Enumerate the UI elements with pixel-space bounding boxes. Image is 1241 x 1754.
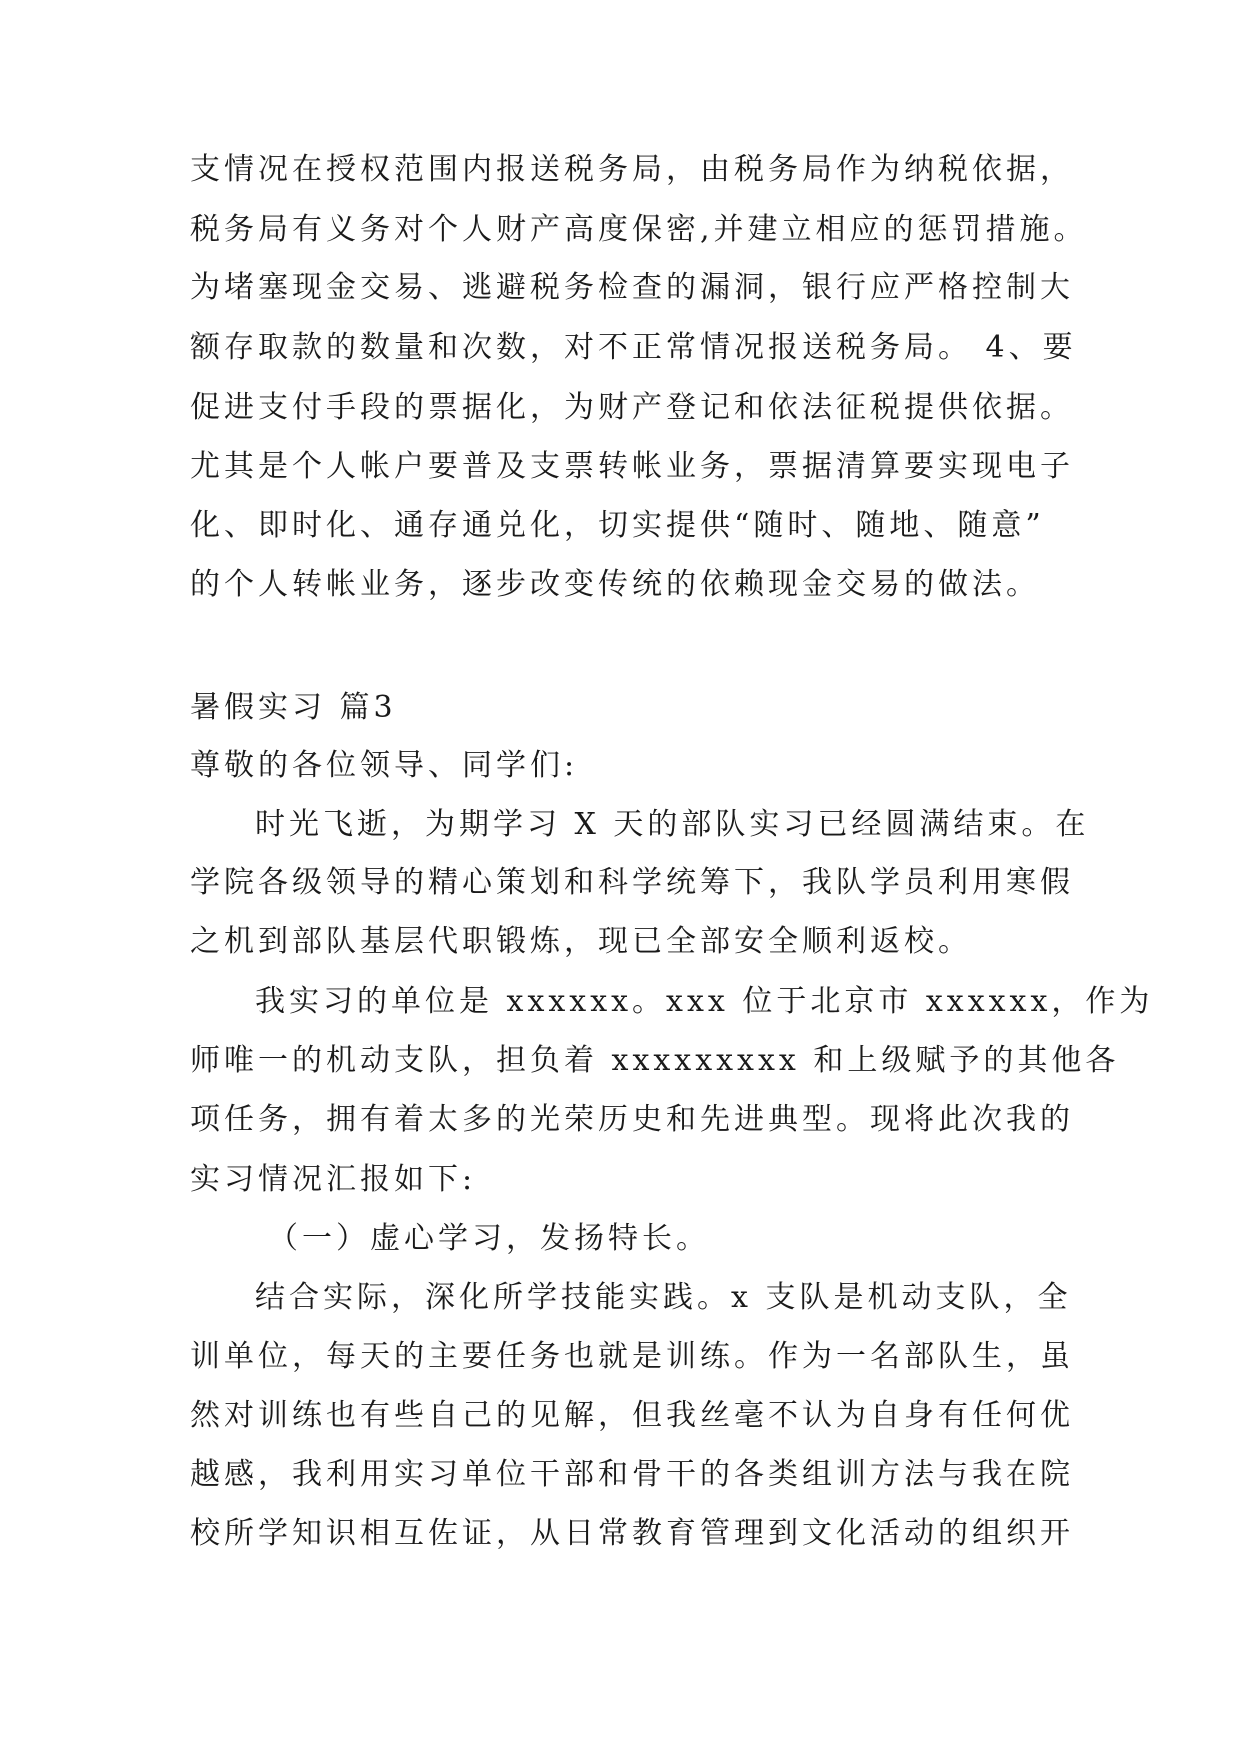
text-line: 额存取款的数量和次数，对不正常情况报送税务局。 4、要 (190, 330, 1077, 365)
section-heading: 暑假实习 篇3 (190, 690, 397, 725)
paragraph-start: 我实习的单位是 xxxxxx。xxx 位于北京市 xxxxxx，作为 (255, 984, 1154, 1019)
subsection-heading: （一）虚心学习，发扬特长。 (268, 1221, 710, 1256)
salutation: 尊敬的各位领导、同学们: (190, 748, 579, 783)
text-line: 师唯一的机动支队，担负着 xxxxxxxxx 和上级赋予的其他各 (190, 1043, 1120, 1078)
text-line: 然对训练也有些自己的见解，但我丝毫不认为自身有任何优 (190, 1398, 1074, 1433)
text-line: 学院各级领导的精心策划和科学统筹下，我队学员利用寒假 (190, 865, 1074, 900)
text-line: 项任务，拥有着太多的光荣历史和先进典型。现将此次我的 (190, 1102, 1074, 1137)
text-line: 越感，我利用实习单位干部和骨干的各类组训方法与我在院 (190, 1457, 1074, 1492)
text-line: 实习情况汇报如下: (190, 1162, 477, 1197)
paragraph-start: 时光飞逝，为期学习 X 天的部队实习已经圆满结束。在 (255, 807, 1090, 842)
text-line: 支情况在授权范围内报送税务局，由税务局作为纳税依据， (190, 152, 1074, 187)
text-line: 的个人转帐业务，逐步改变传统的依赖现金交易的做法。 (190, 567, 1040, 602)
text-line: 校所学知识相互佐证，从日常教育管理到文化活动的组织开 (190, 1516, 1074, 1551)
paragraph-start: 结合实际，深化所学技能实践。x 支队是机动支队，全 (255, 1280, 1072, 1315)
text-line: 促进支付手段的票据化，为财产登记和依法征税提供依据。 (190, 390, 1074, 425)
text-line: 为堵塞现金交易、逃避税务检查的漏洞，银行应严格控制大 (190, 270, 1074, 305)
text-line: 之机到部队基层代职锻炼，现已全部安全顺利返校。 (190, 924, 972, 959)
text-line: 训单位，每天的主要任务也就是训练。作为一名部队生，虽 (190, 1339, 1074, 1374)
text-line: 尤其是个人帐户要普及支票转帐业务，票据清算要实现电子 (190, 449, 1074, 484)
text-line: 化、即时化、通存通兑化，切实提供“随时、随地、随意” (190, 508, 1045, 543)
text-line: 税务局有义务对个人财产高度保密,并建立相应的惩罚措施。 (190, 212, 1088, 247)
